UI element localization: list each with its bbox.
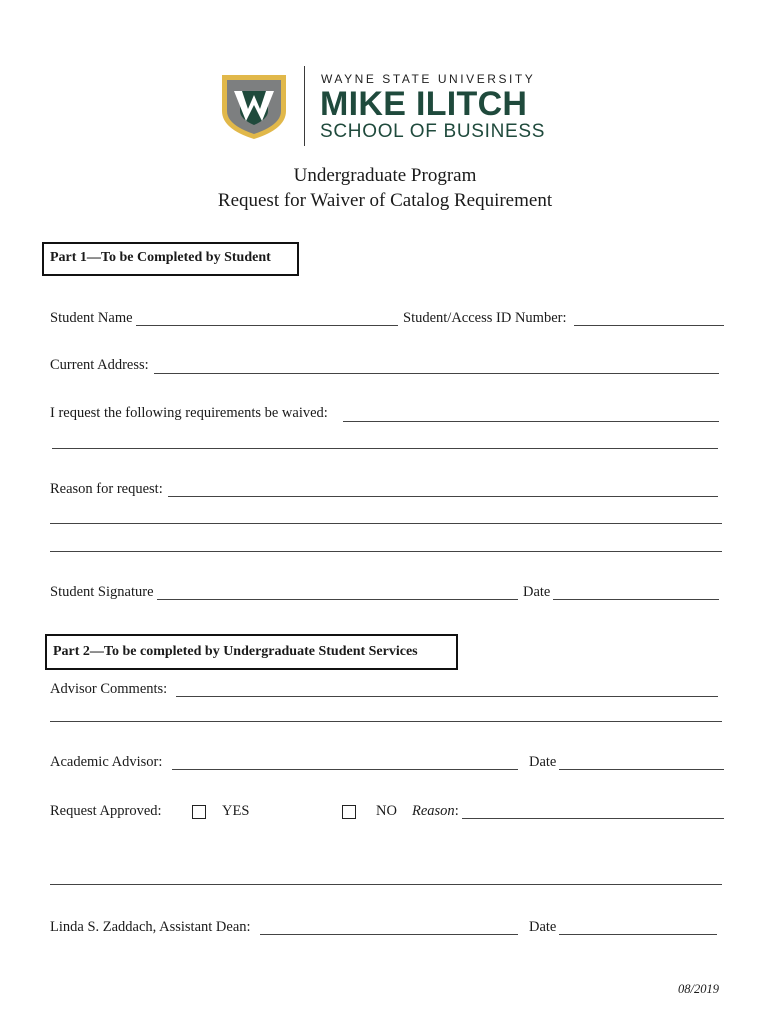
logo-school-name: MIKE ILITCH (320, 85, 528, 123)
approved-yes-checkbox[interactable] (192, 805, 206, 819)
requirements-label: I request the following requirements be waived: (50, 405, 328, 421)
approved-yes-label: YES (222, 803, 250, 819)
advisor-date-field[interactable] (559, 769, 724, 770)
student-signature-label: Student Signature (50, 584, 154, 600)
reason-field-line1[interactable] (168, 496, 718, 497)
logo-school-subtitle: SCHOOL OF BUSINESS (320, 121, 546, 142)
no-reason-label-text: Reason (412, 803, 455, 819)
part2-heading-box (45, 634, 458, 670)
student-date-label: Date (523, 584, 551, 600)
student-name-label: Student Name (50, 310, 133, 326)
no-reason-label (412, 803, 459, 820)
part1-heading-box (42, 242, 299, 276)
no-reason-field[interactable] (462, 818, 724, 819)
assistant-dean-signature-field[interactable] (260, 934, 518, 935)
advisor-comments-field-line1[interactable] (176, 696, 718, 697)
request-approved-label: Request Approved: (50, 803, 162, 819)
form-title-line2: Request for Waiver of Catalog Requirement (217, 190, 553, 211)
revision-date: 08/2019 (678, 982, 719, 996)
part1-heading: Part 1—To be Completed by Student (50, 250, 271, 265)
student-signature-field[interactable] (157, 599, 518, 600)
dean-date-label: Date (529, 919, 557, 935)
wsu-shield-logo-icon (218, 71, 290, 141)
requirements-field-line1[interactable] (343, 421, 719, 422)
assistant-dean-label: Linda S. Zaddach, Assistant Dean: (50, 919, 251, 935)
part2-heading: Part 2—To be completed by Undergraduate Student Services (53, 644, 418, 659)
logo-university-name: WAYNE STATE UNIVERSITY (321, 72, 536, 86)
approved-no-checkbox[interactable] (342, 805, 356, 819)
approved-no-label: NO (376, 803, 397, 819)
student-id-label: Student/Access ID Number: (403, 310, 567, 326)
reason-field-line3[interactable] (50, 551, 722, 552)
reason-label: Reason for request: (50, 481, 163, 497)
academic-advisor-label: Academic Advisor: (50, 754, 163, 770)
current-address-field[interactable] (154, 373, 719, 374)
dean-date-field[interactable] (559, 934, 717, 935)
advisor-comments-field-line2[interactable] (50, 721, 722, 722)
student-id-field[interactable] (574, 325, 724, 326)
academic-advisor-field[interactable] (172, 769, 518, 770)
no-reason-label-colon: : (454, 803, 459, 819)
advisor-date-label: Date (529, 754, 557, 770)
current-address-label: Current Address: (50, 357, 149, 373)
advisor-comments-label: Advisor Comments: (50, 681, 168, 697)
requirements-field-line2[interactable] (52, 448, 718, 449)
form-title-line1: Undergraduate Program (293, 165, 477, 186)
student-name-field[interactable] (136, 325, 398, 326)
student-date-field[interactable] (553, 599, 719, 600)
extra-comments-line[interactable] (50, 884, 722, 885)
logo-divider (304, 66, 305, 146)
reason-field-line2[interactable] (50, 523, 722, 524)
